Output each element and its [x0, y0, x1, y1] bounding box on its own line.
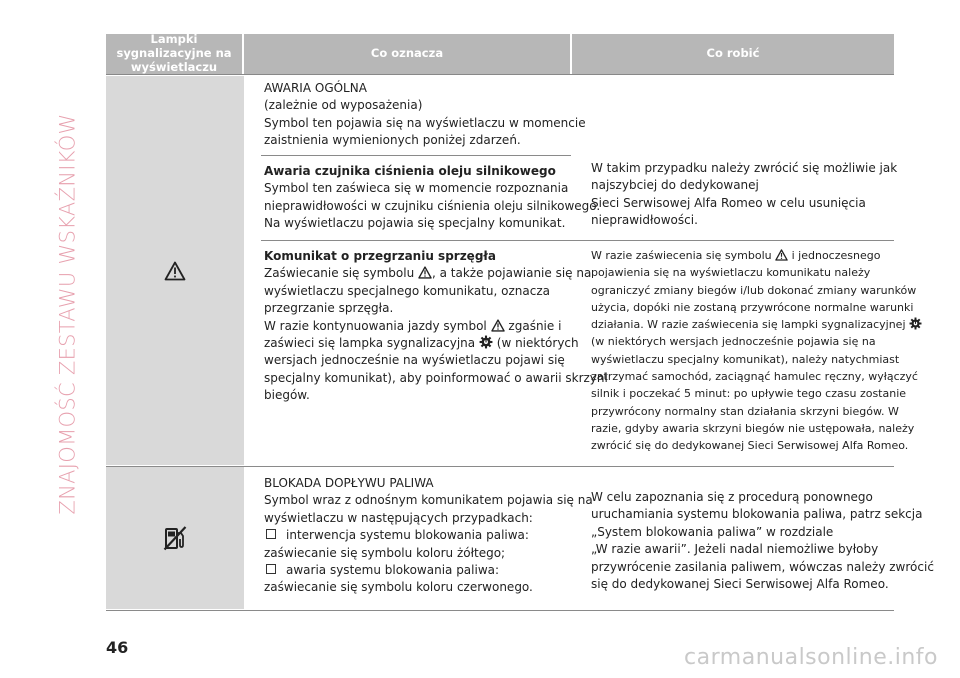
clutch-action-line: silnik i poczekać 5 minut: po upływie tego czasu zostanie — [591, 387, 907, 401]
clutch-overheat-heading: Komunikat o przegrzaniu sprzęgła — [264, 249, 496, 263]
oil-sensor-line: Symbol ten zaświeca się w momencie rozpoznania — [264, 181, 569, 196]
clutch-action-line: przywrócony normalny stan działania skrzyni biegów. W — [591, 404, 899, 418]
general-fault-line: Symbol ten pojawia się na wyświetlaczu w momencie — [264, 115, 586, 130]
oil-sensor-action-line: Sieci Serwisowej Alfa Romeo w celu usunięcia — [591, 195, 866, 210]
oil-sensor-action-line: nieprawidłowości. — [591, 213, 698, 228]
divider — [261, 240, 894, 241]
oil-sensor-description — [264, 163, 600, 233]
fuel-cutoff-action-line: przywrócenie zasilania paliwem, wówczas należy zwrócić — [591, 559, 934, 574]
fuel-cutoff-action-line: się do dedykowanej Sieci Serwisowej Alfa Romeo. — [591, 577, 889, 592]
checkbox-bullet-icon — [266, 529, 276, 539]
fuel-cutoff-icon — [163, 525, 187, 551]
fuel-cutoff-line: wyświetlaczu w następujących przypadkach: — [264, 510, 533, 525]
divider — [106, 466, 894, 467]
general-fault-description — [264, 80, 586, 150]
general-fault-line: zaistnienia wymienionych poniżej zdarzeń. — [264, 133, 521, 148]
clutch-action-text: i jednoczesnego — [791, 249, 881, 262]
icon-cell-general-warning — [106, 76, 244, 465]
fuel-cutoff-action-line: uruchamiania systemu blokowania paliwa, patrz sekcja — [591, 507, 923, 522]
clutch-text: zaświeci się lampka sygnalizacyjna — [264, 336, 476, 351]
clutch-action-line: (w niektórych wersjach jednocześnie pojawia się na — [591, 335, 876, 349]
fuel-bullet — [264, 562, 593, 579]
clutch-text: W razie kontynuowania jazdy symbol — [264, 318, 487, 333]
oil-sensor-action-line: W takim przypadku należy zwrócić się możliwie jak — [591, 161, 898, 175]
clutch-line — [264, 265, 608, 282]
header-col-lamps: Lampki sygnalizacyjne na wyświetlaczu — [106, 34, 242, 74]
clutch-line: przegrzanie sprzęgła. — [264, 301, 394, 316]
warning-triangle-icon — [164, 261, 186, 281]
oil-sensor-action-line: najszybciej do dedykowanej — [591, 178, 759, 193]
clutch-action-text: działania. W razie zaświecenia się lampki sygnalizacyjnej — [591, 318, 906, 332]
icon-cell-fuel-cutoff — [106, 467, 244, 609]
clutch-line: wyświetlaczu specjalnego komunikatu, oznacza — [264, 283, 551, 298]
fuel-cutoff-line: zaświecanie się symbolu koloru czerwonego. — [264, 580, 533, 595]
clutch-action-line: razie, gdyby awaria skrzyni biegów nie ustępowała, należy — [591, 421, 915, 435]
general-fault-title: AWARIA OGÓLNA — [264, 81, 367, 95]
fuel-cutoff-description — [264, 475, 593, 597]
clutch-action-line: zwrócić się do dedykowanej Sieci Serwisowej Alfa Romeo. — [591, 439, 909, 453]
general-fault-subtitle: (zależnie od wyposażenia) — [264, 98, 423, 113]
gearbox-gear-icon — [909, 317, 922, 330]
clutch-action-line: ograniczyć zmiany biegów i/lub dokonać zmiany warunków — [591, 283, 917, 297]
side-chapter-title — [50, 34, 86, 594]
clutch-action-line: pojawienia się na wyświetlaczu komunikatu należy — [591, 266, 871, 280]
clutch-overheat-description — [264, 248, 608, 405]
fuel-cutoff-action-line: „System blokowania paliwa” w rozdziale — [591, 524, 834, 539]
fuel-bullet — [264, 527, 593, 544]
table-bottom-divider — [106, 610, 894, 611]
clutch-action-text: W razie zaświecenia się symbolu — [591, 249, 772, 262]
clutch-text: zgaśnie i — [508, 318, 562, 333]
clutch-action-line — [591, 316, 922, 333]
warning-triangle-icon — [491, 319, 505, 332]
fuel-bullet-text: interwencja systemu blokowania paliwa: — [286, 528, 529, 543]
gearbox-gear-icon — [479, 335, 493, 349]
fuel-cutoff-action — [591, 489, 934, 593]
header-col-meaning: Co oznacza — [244, 34, 570, 74]
oil-sensor-action — [591, 160, 897, 230]
clutch-action-line: użycia, dopóki nie zostaną przywrócone normalne warunki — [591, 300, 914, 314]
oil-sensor-line: nieprawidłowości w czujniku ciśnienia oleju silnikowego. — [264, 198, 601, 213]
clutch-line — [264, 335, 608, 352]
checkbox-bullet-icon — [266, 564, 276, 574]
clutch-overheat-action — [591, 247, 922, 455]
clutch-action-line — [591, 247, 922, 264]
oil-sensor-line: Na wyświetlaczu pojawia się specjalny komunikat. — [264, 216, 566, 231]
warning-triangle-icon — [418, 266, 432, 279]
watermark: carmanualsonline.info — [684, 645, 938, 670]
fuel-bullet-text: awaria systemu blokowania paliwa: — [286, 563, 500, 578]
clutch-line — [264, 318, 608, 335]
oil-sensor-heading: Awaria czujnika ciśnienia oleju silnikowego — [264, 164, 556, 178]
divider — [261, 155, 571, 156]
fuel-cutoff-title: BLOKADA DOPŁYWU PALIWA — [264, 476, 434, 490]
fuel-cutoff-line: zaświecanie się symbolu koloru żółtego; — [264, 545, 506, 560]
clutch-text: (w niektórych — [496, 336, 579, 351]
fuel-cutoff-action-line: W celu zapoznania się z procedurą ponownego — [591, 490, 873, 504]
header-divider — [106, 74, 894, 75]
clutch-text: Zaświecanie się symbolu — [264, 266, 415, 281]
side-chapter-title-text: ZNAJOMOŚĆ ZESTAWU WSKAŹNIKÓW — [56, 113, 80, 515]
table-header — [106, 34, 894, 74]
clutch-action-line: zatrzymać samochód, zaciągnąć hamulec ręczny, wyłączyć — [591, 370, 918, 384]
clutch-action-line: wyświetlaczu specjalny komunikat), należy natychmiast — [591, 352, 900, 366]
header-col-action: Co robić — [572, 34, 894, 74]
clutch-line: wersjach jednocześnie na wyświetlaczu pojawi się — [264, 353, 565, 368]
page-number: 46 — [106, 638, 129, 657]
clutch-line: specjalny komunikat), aby poinformować o awarii skrzyni — [264, 370, 608, 385]
fuel-cutoff-line: Symbol wraz z odnośnym komunikatem pojawia się na — [264, 493, 593, 508]
fuel-cutoff-action-line: „W razie awarii”. Jeżeli nadal niemożliwe byłoby — [591, 542, 879, 557]
clutch-text: , a także pojawianie się na — [432, 266, 592, 281]
warning-triangle-icon — [775, 249, 788, 261]
clutch-line: biegów. — [264, 388, 310, 403]
